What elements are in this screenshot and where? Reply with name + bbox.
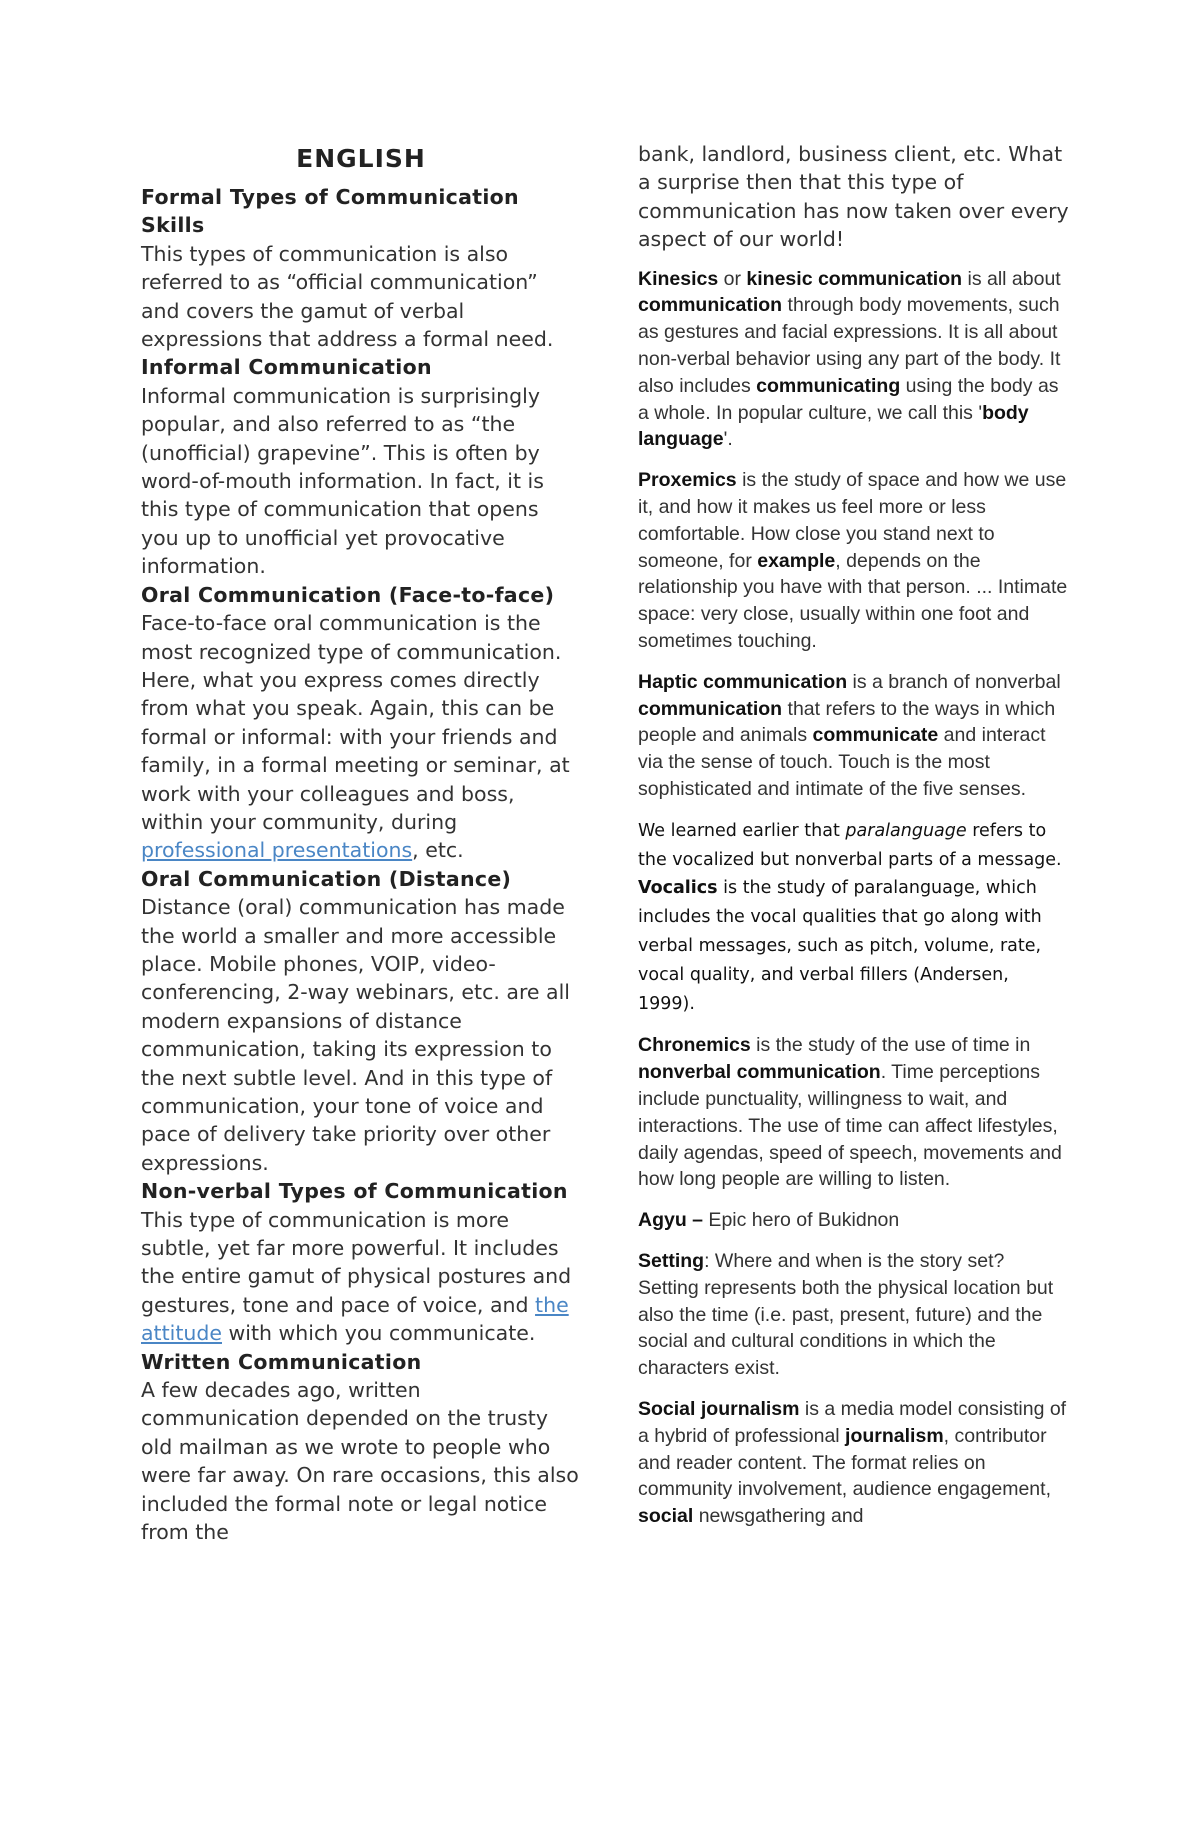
heading-oral-distance: Oral Communication (Distance) xyxy=(141,866,512,891)
heading-written: Written Communication xyxy=(141,1349,422,1374)
paragraph-vocalics xyxy=(638,817,1070,1019)
term-paralanguage: paralanguage xyxy=(845,820,967,841)
text-span: is the study of paralanguage, which includes the vocal qualities that go along with verbal messages, such as pitch, volume, rate, vocal quality, and verbal fillers (Andersen, 1999). xyxy=(638,878,1042,1014)
text-span: We learned earlier that xyxy=(638,820,846,841)
text-span: is all about xyxy=(962,267,1061,290)
link-professional-presentations[interactable]: professional presentations xyxy=(141,838,413,863)
term-kinesic-communication: kinesic communication xyxy=(746,267,963,290)
term-example: example xyxy=(757,549,836,572)
text-span: '. xyxy=(723,428,733,451)
term-body-language: body language xyxy=(638,401,1029,451)
term-communication: communication xyxy=(638,697,783,720)
term-journalism: journalism xyxy=(845,1424,944,1447)
text-span: refers to the vocalized but nonverbal parts of a message. xyxy=(638,820,1062,870)
term-agyu: Agyu – xyxy=(638,1209,704,1232)
term-social: social xyxy=(638,1505,694,1528)
term-social-journalism: Social journalism xyxy=(638,1397,800,1420)
paragraph-written: A few decades ago, written communication depended on the trusty old mailman as we wrote to people who were far away. On rare occasions, this also included the formal note or legal notice from the xyxy=(141,1378,579,1545)
term-haptic-communication: Haptic communication xyxy=(638,670,848,693)
term-vocalics: Vocalics xyxy=(638,878,718,899)
paragraph-social-journalism xyxy=(638,1396,1070,1530)
term-chronemics: Chronemics xyxy=(638,1034,751,1057)
text-span: , depends on the relationship you have with that person. ... Intimate space: very close, usually within one foot and sometimes touching. xyxy=(638,549,1068,652)
text-span: through body movements, such as gestures and facial expressions. It is all about non-verbal behavior using any part of the body. It also includes xyxy=(638,294,1061,397)
oral-face-text: Face-to-face oral communication is the most recognized type of communication. Here, what you express comes directly from what you speak. Again, this can be formal or informal: with your friends and family, in a formal meeting or seminar, at work with your colleagues and boss, within your community, during xyxy=(141,611,570,834)
term-communicate: communicate xyxy=(812,724,939,747)
text-span: using the body as a whole. In popular culture, we call this ' xyxy=(638,374,1059,424)
text-span: is a media model consisting of a hybrid of professional xyxy=(638,1397,1067,1447)
heading-formal: Formal Types of Communication Skills xyxy=(141,185,519,238)
paragraph-proxemics xyxy=(638,467,1070,655)
link-the-attitude[interactable]: the attitude xyxy=(141,1292,569,1346)
page-title: ENGLISH xyxy=(296,144,426,173)
text-span: , contributor and reader content. The format relies on community involvement, audience engagement, xyxy=(638,1424,1051,1501)
paragraph-continued: bank, landlord, business client, etc. What a surprise then that this type of communication has now taken over every aspect of our world! xyxy=(638,142,1069,252)
text-span: . Time perceptions include punctuality, willingness to wait, and interactions. The use of time can affect lifestyles, daily agendas, speed of speech, movements and how long people are willing to listen. xyxy=(638,1061,1062,1191)
text-span: is the study of space and how we use it, and how it makes us feel more or less comfortable. How close you stand next to someone, for xyxy=(638,469,1067,572)
paragraph-informal: Informal communication is surprisingly popular, and also referred to as “the (unofficial) grapevine”. This is often by word-of-mouth information. In fact, it is this type of communication that opens you up to unofficial yet provocative information. xyxy=(141,383,544,579)
paragraph-setting xyxy=(638,1248,1070,1382)
text-span: is a branch of nonverbal xyxy=(847,670,1061,693)
text-span: is the study of the use of time in xyxy=(750,1034,1031,1057)
heading-informal: Informal Communication xyxy=(141,355,432,380)
term-communicating: communicating xyxy=(756,374,901,397)
oral-face-end: , etc. xyxy=(412,838,464,863)
term-proxemics: Proxemics xyxy=(638,469,737,492)
text-span: or xyxy=(718,267,747,290)
paragraph-kinesics xyxy=(638,266,1070,454)
term-communication: communication xyxy=(638,294,783,317)
nonverbal-text: This type of communication is more subtle, yet far more powerful. It includes the entire gamut of physical postures and gestures, tone and pace of voice, and xyxy=(141,1207,572,1317)
paragraph-nonverbal xyxy=(141,1206,581,1348)
paragraph-formal: This types of communication is also referred to as “official communication” and covers the gamut of verbal expressions that address a formal need. xyxy=(141,241,554,352)
text-span: that refers to the ways in which people and animals xyxy=(638,697,1056,747)
paragraph-chronemics xyxy=(638,1032,1070,1193)
paragraph-agyu xyxy=(638,1207,1070,1234)
nonverbal-end: with which you communicate. xyxy=(222,1321,536,1346)
text-span: newsgathering and xyxy=(693,1505,864,1528)
heading-nonverbal: Non-verbal Types of Communication xyxy=(141,1179,568,1204)
heading-oral-face: Oral Communication (Face-to-face) xyxy=(141,582,555,607)
term-kinesics: Kinesics xyxy=(638,267,719,290)
right-column xyxy=(638,140,1070,1544)
term-setting: Setting xyxy=(638,1249,705,1272)
paragraph-haptic xyxy=(638,669,1070,803)
paragraph-oral-distance: Distance (oral) communication has made the world a smaller and more accessible place. Mobile phones, VOIP, video-conferencing, 2-way webinars, etc. are all modern expansions of distance communication, taking its expression to the next subtle level. And in this type of communication, your tone of voice and pace of delivery take priority over other expressions. xyxy=(141,895,570,1175)
text-span: and interact via the sense of touch. Touch is the most sophisticated and intimate of the five senses. xyxy=(638,724,1046,800)
text-span: : Where and when is the story set? Setting represents both the physical location but also the time (i.e. past, present, future) and the social and cultural conditions in which the characters exist. xyxy=(638,1249,1054,1380)
paragraph-oral-face xyxy=(141,609,581,865)
term-nonverbal-communication: nonverbal communication xyxy=(638,1061,881,1084)
left-column xyxy=(141,140,581,1547)
text-span: Epic hero of Bukidnon xyxy=(703,1209,900,1232)
